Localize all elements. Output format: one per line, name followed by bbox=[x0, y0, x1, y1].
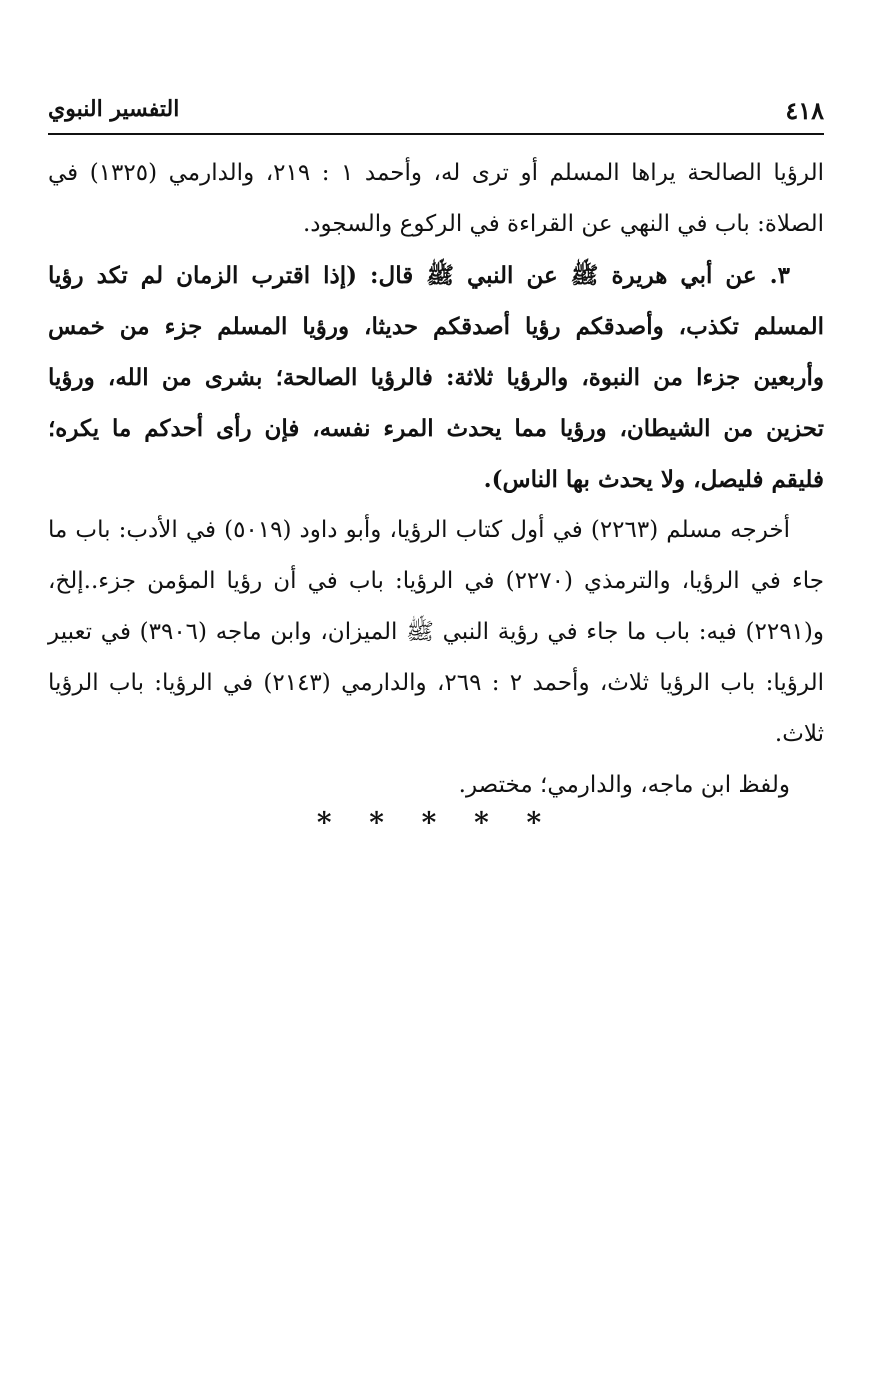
page-body bbox=[48, 148, 824, 811]
paragraph-wording-note: ولفظ ابن ماجه، والدارمي؛ مختصر. bbox=[458, 772, 790, 798]
paragraph-takhrij: أخرجه مسلم (٢٢٦٣) في أول كتاب الرؤيا، وأبو داود (٥٠١٩) في الأدب: باب ما جاء في الرؤيا، والترمذي (٢٢٧٠) في الرؤيا: باب في أن رؤيا المؤمن جزء..إلخ، و(٢٢٩١) فيه: باب ما جاء في رؤية النبي ﷺ الميزان، وابن ماجه (٣٩٠٦) في تعبير الرؤيا: باب الرؤيا ثلاث، وأحمد ٢ : ٢٦٩، والدارمي (٢١٤٣) في الرؤيا: باب الرؤيا ثلاث. bbox=[48, 517, 825, 747]
header-rule bbox=[48, 133, 824, 135]
paragraph-citation-continued: الرؤيا الصالحة يراها المسلم أو ترى له، وأحمد ١ : ٢١٩، والدارمي (١٣٢٥) في الصلاة: باب في النهي عن القراءة في الركوع والسجود. bbox=[48, 160, 824, 237]
running-title: التفسير النبوي bbox=[48, 96, 180, 122]
hadith-paragraph: ٣. عن أبي هريرة ﷺ عن النبي ﷺ قال: (إذا اقترب الزمان لم تكد رؤيا المسلم تكذب، وأصدقكم رؤيا أصدقكم حديثا، ورؤيا المسلم جزء من خمس وأربعين جزءا من النبوة، والرؤيا ثلاثة: فالرؤيا الصالحة؛ بشرى من الله، ورؤيا تحزين من الشيطان، ورؤيا مما يحدث المرء نفسه، فإن رأى أحدكم ما يكره؛ فليقم فليصل، ولا يحدث بها الناس). bbox=[48, 262, 824, 493]
section-separator: * * * * * bbox=[316, 806, 556, 839]
page-header bbox=[48, 92, 824, 132]
page-number: ٤١٨ bbox=[785, 96, 824, 125]
